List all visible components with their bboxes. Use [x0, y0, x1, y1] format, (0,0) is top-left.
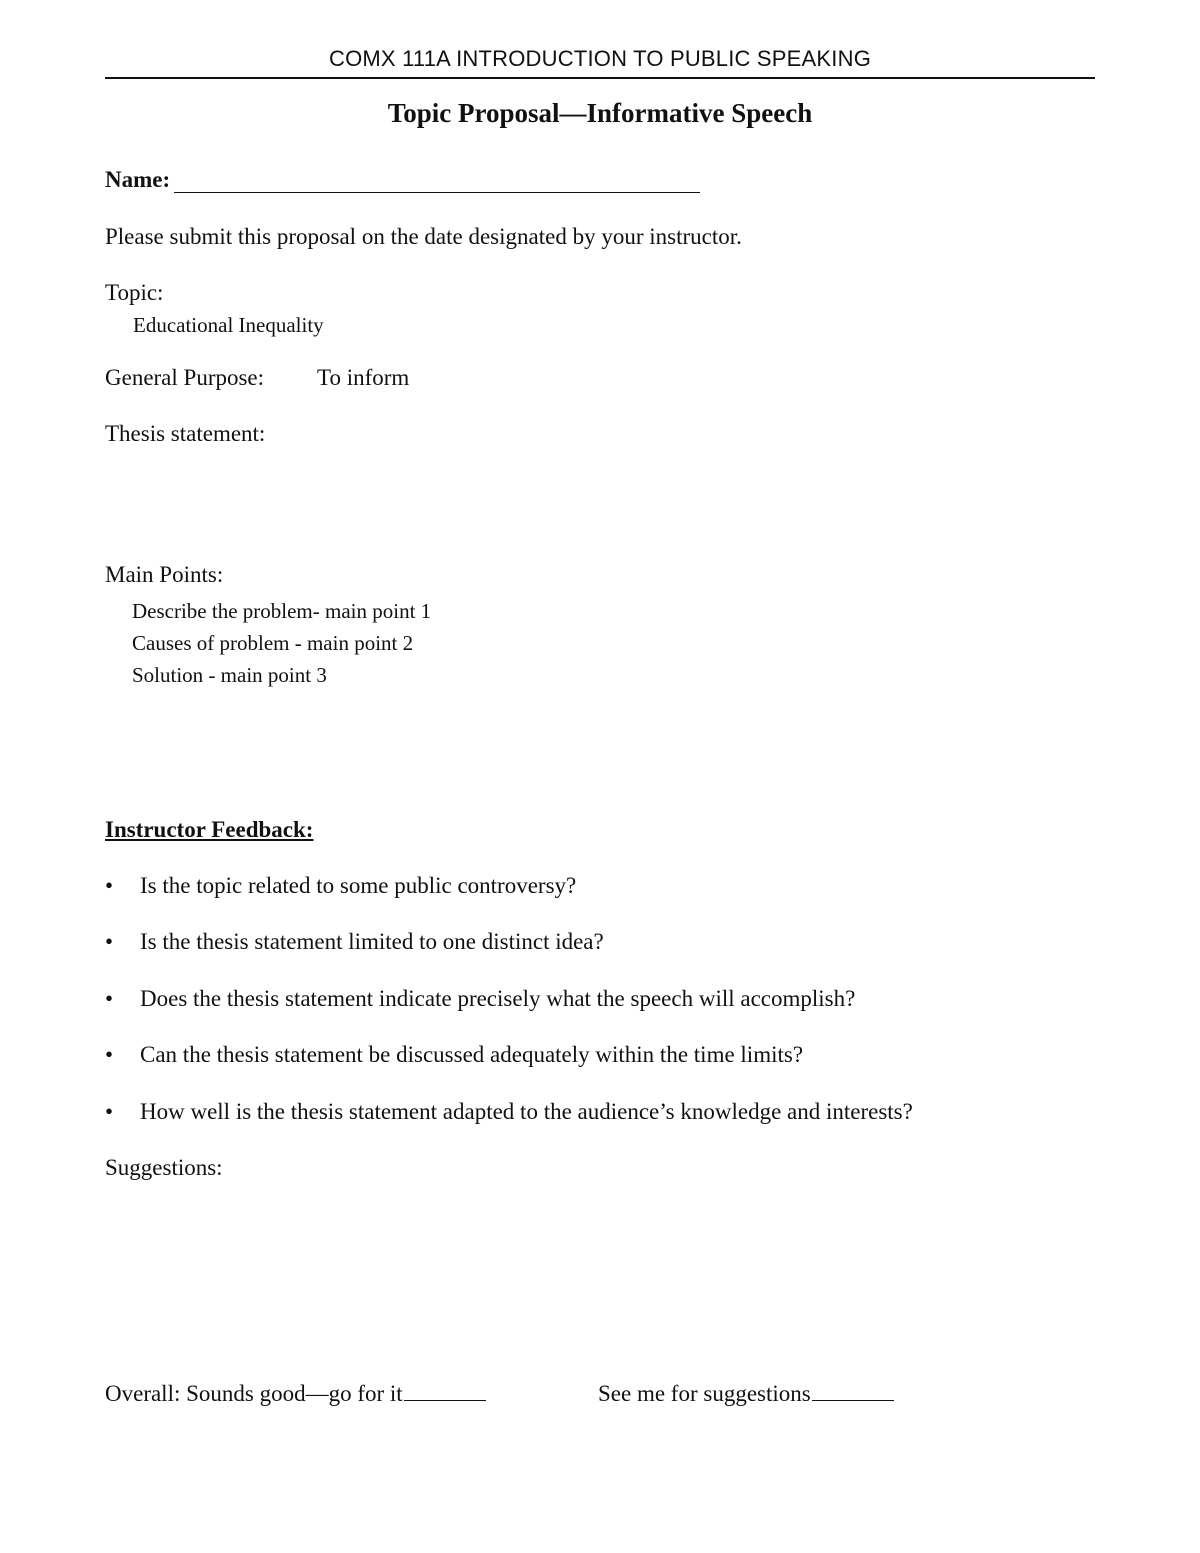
feedback-question — [105, 873, 576, 899]
name-label: Name: — [105, 167, 171, 192]
general-purpose-label: General Purpose: — [105, 365, 265, 390]
topic-label: Topic: — [105, 280, 164, 305]
main-point-item: Causes of problem - main point 2 — [132, 631, 414, 655]
question-text: Can the thesis statement be discussed adequately within the time limits? — [140, 1042, 804, 1067]
page-title: Topic Proposal—Informative Speech — [387, 98, 813, 128]
bullet-icon: • — [105, 873, 114, 898]
overall-go-option — [105, 1381, 486, 1407]
thesis-label: Thesis statement: — [105, 421, 266, 446]
header-rule — [105, 77, 1095, 79]
feedback-heading: Instructor Feedback: — [105, 817, 314, 842]
feedback-question — [105, 1099, 913, 1125]
question-text: Does the thesis statement indicate precisely what the speech will accomplish? — [140, 986, 856, 1011]
go-blank-line — [404, 1399, 486, 1401]
overall-label: Overall: Sounds good—go for it — [105, 1381, 403, 1406]
bullet-icon: • — [105, 929, 114, 954]
see-me-blank-line — [812, 1399, 894, 1401]
bullet-icon: • — [105, 986, 114, 1011]
suggestions-label: Suggestions: — [105, 1155, 223, 1180]
see-me-option — [598, 1381, 894, 1407]
general-purpose-value: To inform — [317, 365, 410, 390]
topic-value: Educational Inequality — [133, 313, 324, 337]
main-point-item: Solution - main point 3 — [132, 663, 327, 687]
feedback-question — [105, 929, 604, 955]
bullet-icon: • — [105, 1099, 114, 1124]
instructions-text: Please submit this proposal on the date designated by your instructor. — [105, 224, 742, 249]
name-field-line — [174, 192, 700, 193]
course-header: COMX 111A INTRODUCTION TO PUBLIC SPEAKING — [328, 46, 872, 71]
question-text: How well is the thesis statement adapted to the audience’s knowledge and interests? — [140, 1099, 913, 1124]
see-me-label: See me for suggestions — [598, 1381, 811, 1406]
main-points-label: Main Points: — [105, 562, 224, 587]
feedback-question — [105, 1042, 803, 1068]
question-text: Is the thesis statement limited to one distinct idea? — [140, 929, 604, 954]
question-text: Is the topic related to some public controversy? — [140, 873, 577, 898]
feedback-question — [105, 986, 855, 1012]
main-point-item: Describe the problem- main point 1 — [132, 599, 432, 623]
bullet-icon: • — [105, 1042, 114, 1067]
